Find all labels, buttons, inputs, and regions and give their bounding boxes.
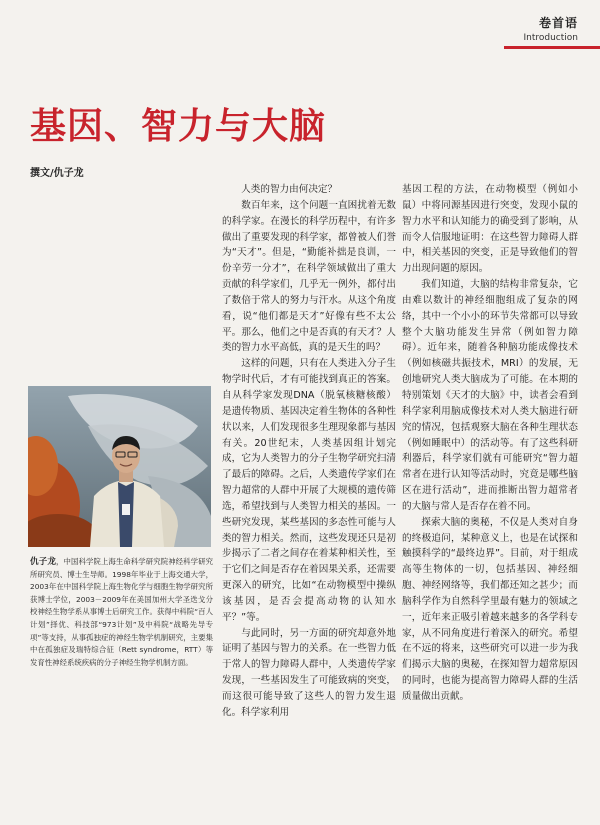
article-title: 基因、智力与大脑 (30, 106, 327, 147)
article-column-1 (222, 182, 396, 721)
section-label-zh: 卷首语 (538, 16, 578, 30)
col2-paragraph-1: 基因工程的方法，在动物模型（例如小鼠）中将同源基因进行突变，发现小鼠的智力水平和认知能力的确受到了影响，从而令人信服地证明：在这些智力障碍人群中，相关基因的突变，正是导致他们的智力出现问题的原因。 (402, 184, 578, 275)
col1-paragraph-2: 数百年来，这个问题一直困扰着无数的科学家。在漫长的科学历程中，有许多做出了重要发现的科学家，都曾被人们誉为“天才”。但是，“勤能补拙是良训，一份辛劳一分才”，在科学领域做出了重大贡献的科学家们，几乎无一例外，都付出了数倍于常人的努力与汗水。从这个角度看，说“他们都是天才”好像有些不太公平。那么，他们之中是否真的有天才？人类的智力水平高低，真的是天生的吗？ (222, 199, 396, 354)
col1-paragraph-4: 与此同时，另一方面的研究却意外地证明了基因与智力的关系。在一些智力低于常人的智力障碍人群中，人类遗传学家发现，一些基因发生了可能致病的突变，而这很可能导致了这些人的智力发生退化。科学家利用 (222, 627, 396, 718)
section-label (523, 14, 578, 43)
caption-author-name: 仇子龙 (30, 557, 57, 567)
author-caption (30, 556, 213, 669)
caption-author-bio: ，中国科学院上海生命科学研究院神经科学研究所研究员、博士生导师。1998年毕业于上海交通大学，2003年在中国科学院上海生物化学与细胞生物学研究所获博士学位，2003－2009年在美国加州大学圣迭戈分校神经生物学系从事博士后研究工作。获得中科院“百人计划”择优、科技部“973计划”及中科院“战略先导专项”等支持，从事孤独症的神经生物学机制研究，主要集中在孤独症及瑞特综合征（Rett syndrome，RTT）等发育性神经系统疾病的分子神经生物学机制方面。 (30, 557, 213, 667)
author-photo (28, 386, 211, 547)
section-rule (504, 46, 600, 49)
col2-paragraph-2: 我们知道，大脑的结构非常复杂，它由难以数计的神经细胞组成了复杂的网络，其中一个小小的环节失常都可以导致整个大脑功能发生异常（例如智力障碍）。近年来，随着各种脑功能成像技术（例如核磁共振技术，MRI）的发展，无创地研究人类大脑成为了可能。在本期的特别策划《天才的大脑》中，读者会看到科学家利用脑成像技术对人类大脑进行研究的情况，包括观察大脑在各种生理状态（例如睡眠中）的活动等。有了这些科研利器后，科学家们就有可能研究“智力超常者在进行认知等活动时，究竟是哪些脑区在进行活动”，进而推断出智力超常者的大脑与常人是否存在着不同。 (402, 279, 578, 512)
article-byline: 撰文/仇子龙 (30, 168, 84, 179)
col1-paragraph-1: 人类的智力由何决定？ (241, 184, 338, 195)
article-column-2 (402, 182, 578, 705)
col2-paragraph-3: 探索大脑的奥秘，不仅是人类对自身的终极追问，某种意义上，也是在试探和触摸科学的“最终边界”。目前，对于组成高等生物体的一切，包括基因、神经细胞、神经网络等，我们都还知之甚少；而脑科学作为自然科学里最有魅力的领域之一，近年来正吸引着越来越多的各学科专家，从不同角度进行着深入的研究。希望在不远的将来，这些研究可以进一步为我们揭示大脑的奥秘，在探知智力超常原因的同时，也能为提高智力障碍人群的生活质量做出贡献。 (402, 516, 578, 702)
col1-paragraph-3: 这样的问题，只有在人类进入分子生物学时代后，才有可能找到真正的答案。自从科学家发现DNA（脱氧核糖核酸）是遗传物质、基因决定着生物体的各种性状以来，人们发现很多生理现象都与基因有关。20世纪末，人类基因组计划完成，它为人类智力的分子生物学研究扫清了最后的障碍。之后，人类遗传学家们在智力超常的人群中开展了大规模的遗传筛选，希望找到与人类智力相关的基因。一些研究发现，某些基因的多态性可能与人类的智力相关。然而，这些发现还只是初步揭示了二者之间存在着某种相关性，至于它们之间是否存在着因果关系，还需要更深入的研究，比如“在动物模型中操纵该基因，是否会提高动物的认知水平？”等。 (222, 358, 396, 623)
section-label-en: Introduction (523, 33, 578, 43)
